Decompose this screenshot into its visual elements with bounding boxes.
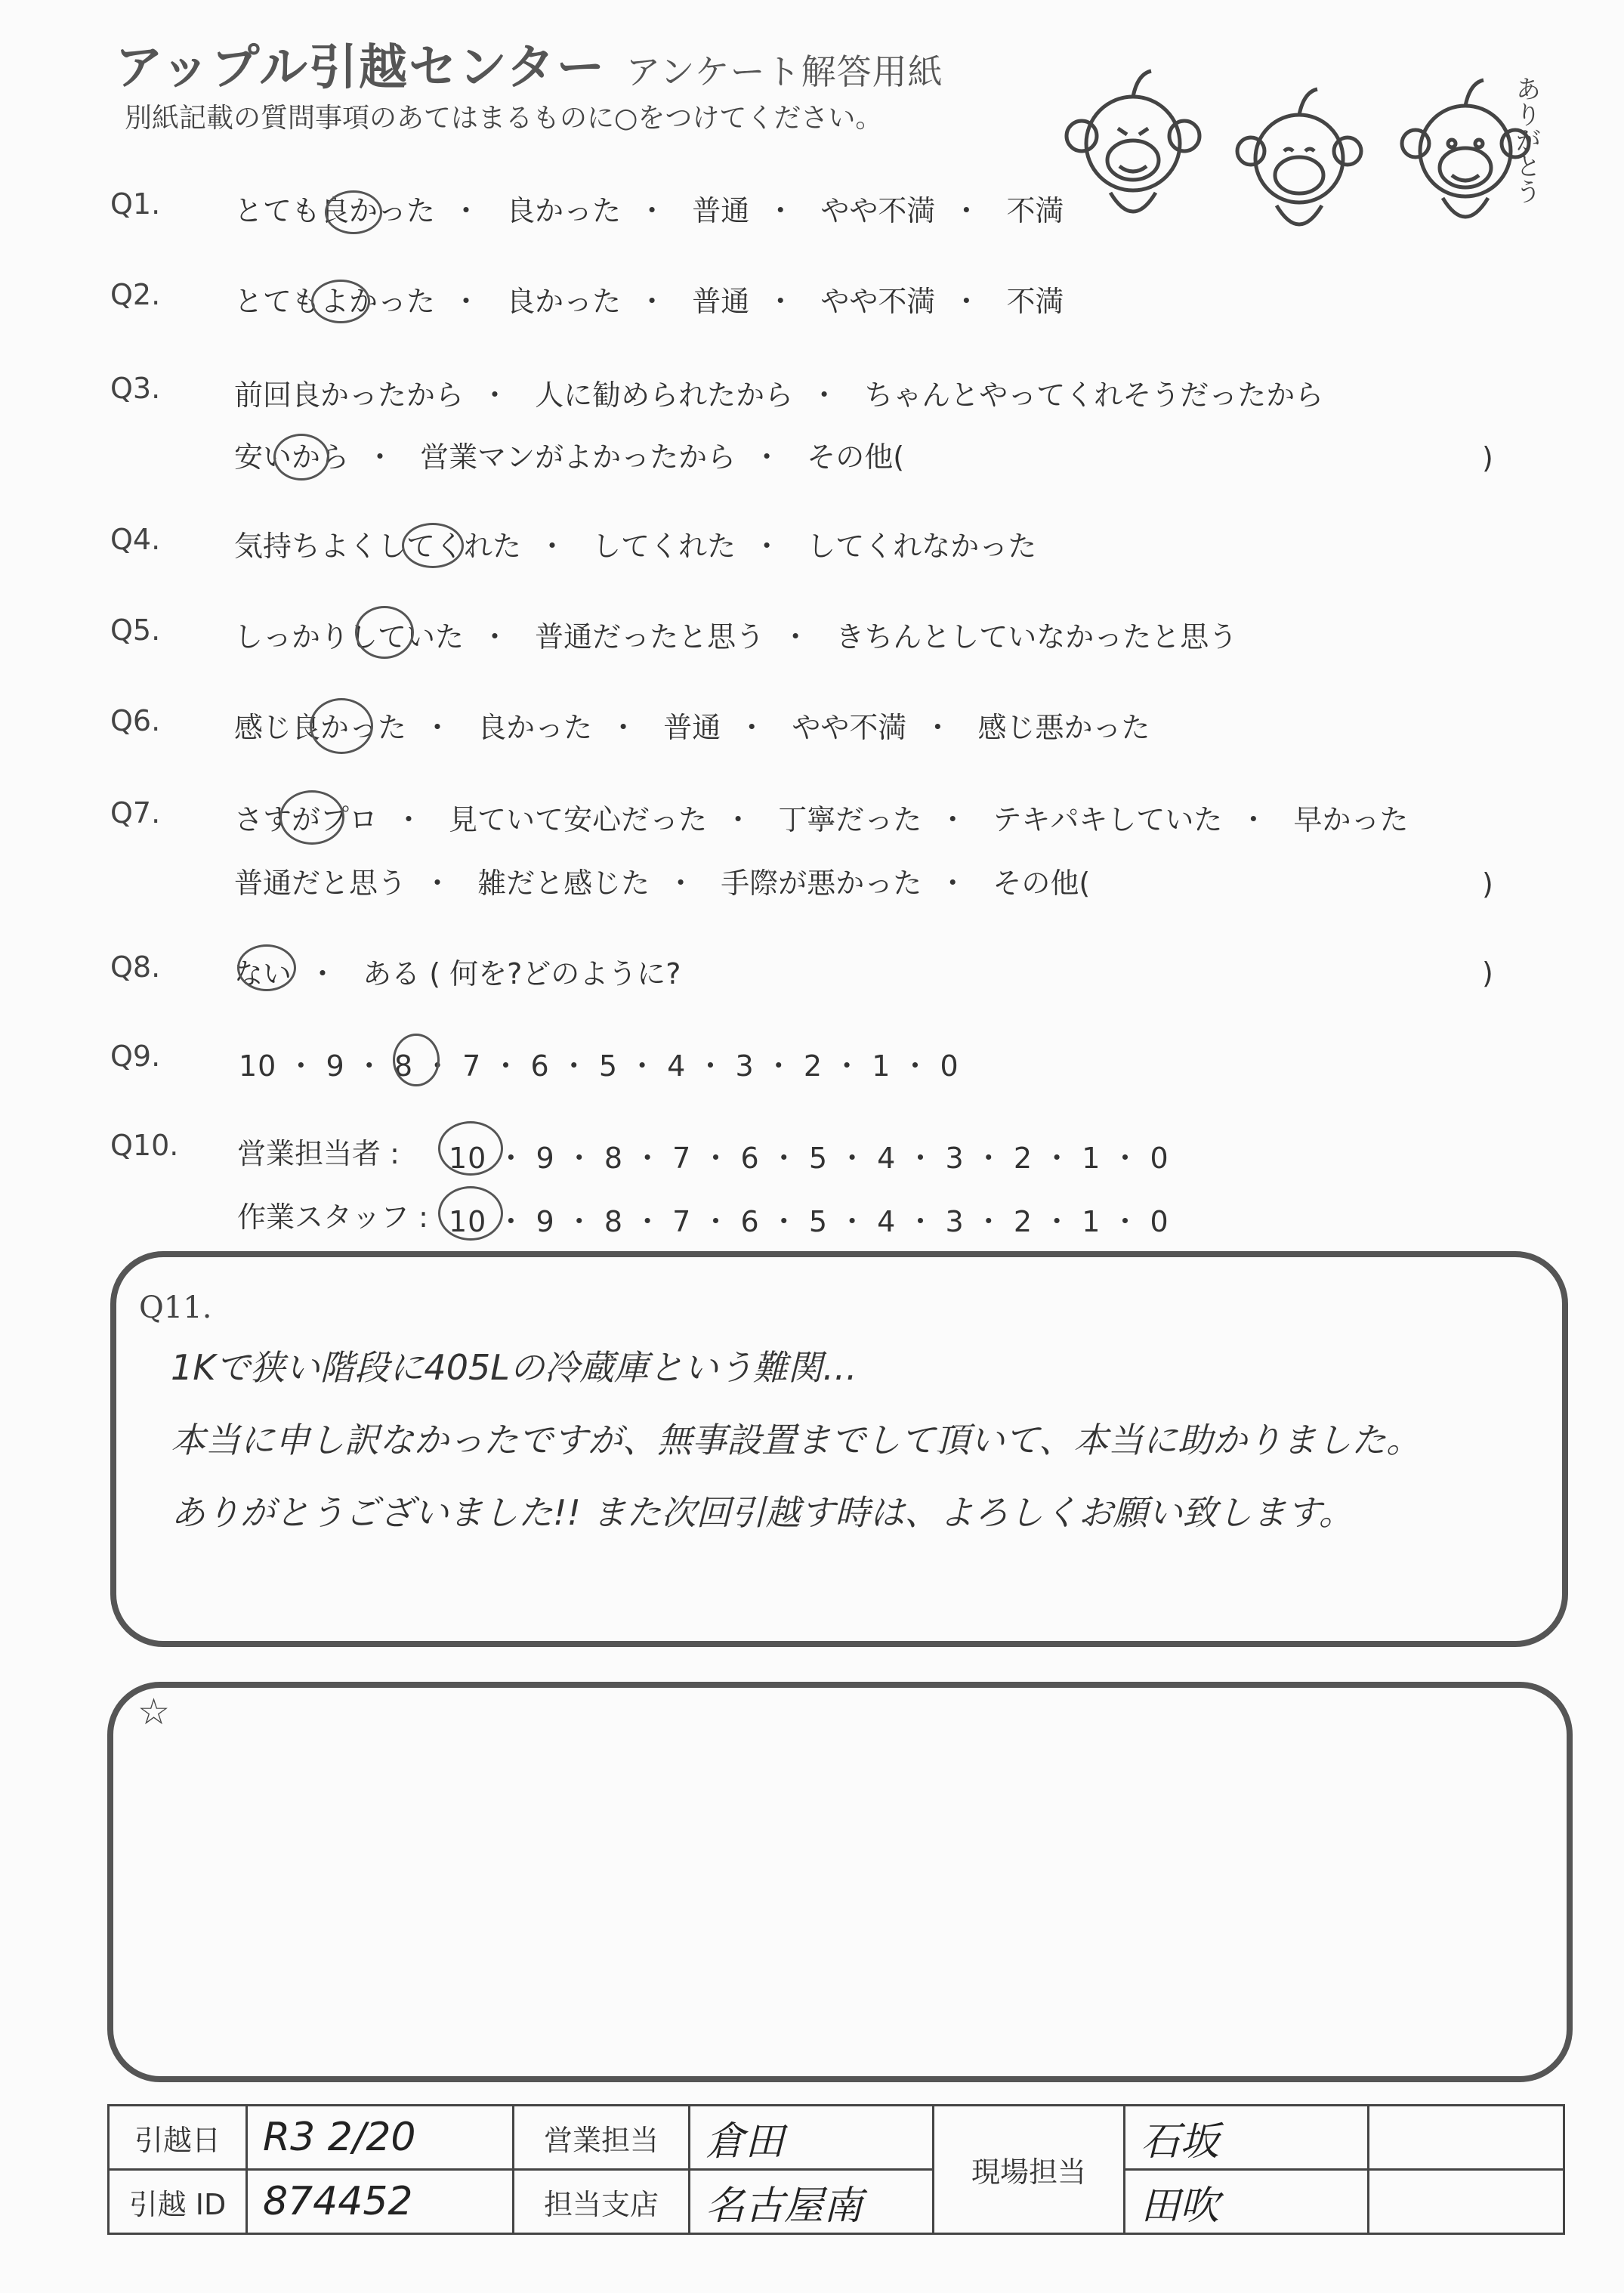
q5-label: Q5. xyxy=(110,613,161,647)
q1-option-5[interactable]: 不満 xyxy=(1006,194,1064,227)
move-id-label: 引越 ID xyxy=(109,2170,247,2234)
q6-option-5[interactable]: 感じ悪かった xyxy=(977,711,1150,744)
q6-option-3[interactable]: 普通 xyxy=(663,711,721,744)
q4-answer-circle xyxy=(402,523,464,568)
q7-option-5[interactable]: 早かった xyxy=(1293,803,1409,836)
site-staff-label: 現場担当 xyxy=(934,2106,1125,2234)
q2-answer-circle xyxy=(311,280,370,323)
q6-label: Q6. xyxy=(110,704,161,737)
q4-option-2[interactable]: してくれた xyxy=(592,530,736,563)
q4-option-3[interactable]: してくれなかった xyxy=(807,530,1037,563)
q9-answer-circle xyxy=(393,1034,440,1086)
q2-option-4[interactable]: やや不満 xyxy=(820,285,936,318)
q5-options: しっかりしていた ・ 普通だったと思う ・ きちんとしていなかったと思う xyxy=(234,620,1238,654)
q10-staff-answer-circle xyxy=(438,1186,503,1241)
q1-option-1[interactable]: とても良かった xyxy=(234,194,436,227)
q7-option-4[interactable]: テキパキしていた xyxy=(993,803,1223,836)
sales-rep-value: 倉田 xyxy=(690,2106,934,2170)
footer-info-table xyxy=(107,2104,1565,2235)
q5-option-2[interactable]: 普通だったと思う xyxy=(535,620,765,654)
star-comment-box[interactable] xyxy=(107,1682,1573,2082)
q3-option-4[interactable]: 安いから xyxy=(234,440,350,474)
q7-options-line1: さすがプロ ・ 見ていて安心だった ・ 丁寧だった ・ テキパキしていた ・ 早かった xyxy=(234,803,1409,836)
site-staff-extra-1 xyxy=(1369,2106,1564,2170)
q6-options: 感じ良かった ・ 良かった ・ 普通 ・ やや不満 ・ 感じ悪かった xyxy=(234,711,1150,744)
form-title xyxy=(115,29,943,98)
sales-rep-label: 営業担当 xyxy=(514,2106,690,2170)
q7-option-6[interactable]: 普通だと思う xyxy=(234,867,407,900)
q6-option-4[interactable]: やや不満 xyxy=(792,711,907,744)
q8-option-2[interactable]: ある ( 何を?どのように? xyxy=(363,957,681,990)
q7-option-7[interactable]: 雑だと感じた xyxy=(477,867,650,900)
q1-option-4[interactable]: やや不満 xyxy=(820,194,936,227)
q1-option-3[interactable]: 普通 xyxy=(692,194,750,227)
q3-option-3[interactable]: ちゃんとやってくれそうだったから xyxy=(864,379,1324,412)
q3-label: Q3. xyxy=(110,372,161,405)
q7-option-1[interactable]: さすがプロ xyxy=(234,803,378,836)
q8-answer-circle xyxy=(237,944,296,991)
q3-option-5[interactable]: 営業マンがよかったから xyxy=(420,440,736,474)
q3-paren-close: ) xyxy=(1482,441,1493,474)
q7-answer-circle xyxy=(279,790,344,845)
q11-comment-line-1: 1Kで狭い階段に405Lの冷蔵庫という難関… xyxy=(171,1347,857,1388)
q3-options-line2: 安いから ・ 営業マンがよかったから ・ その他( xyxy=(234,440,905,474)
q2-options: とてもよかった ・ 良かった ・ 普通 ・ やや不満 ・ 不満 xyxy=(234,285,1064,318)
q3-answer-circle xyxy=(273,434,329,481)
q3-option-1[interactable]: 前回良かったから xyxy=(234,379,465,412)
q6-answer-circle xyxy=(310,698,373,754)
q10-sales-name: 営業担当者 : xyxy=(237,1137,400,1170)
q8-label: Q8. xyxy=(110,950,161,984)
q5-option-1[interactable]: しっかりしていた xyxy=(234,620,465,654)
q9-scale[interactable]: 10 ・ 9 ・ 8 ・ 7 ・ 6 ・ 5 ・ 4 ・ 3 ・ 2 ・ 1 ・ 0 xyxy=(239,1049,959,1083)
q7-option-2[interactable]: 見ていて安心だった xyxy=(449,803,708,836)
q1-answer-circle xyxy=(325,190,382,234)
mascot-caption: ありがとう xyxy=(1511,76,1541,204)
q3-option-2[interactable]: 人に勧められたから xyxy=(535,379,794,412)
q7-options-line2: 普通だと思う ・ 雑だと感じた ・ 手際が悪かった ・ その他( xyxy=(234,867,1091,900)
q1-option-2[interactable]: 良かった xyxy=(506,194,622,227)
instruction-text: 別紙記載の質問事項のあてはまるものに○をつけてください。 xyxy=(125,103,883,134)
q10-staff-name: 作業スタッフ : xyxy=(237,1201,428,1234)
q4-options: 気持ちよくしてくれた ・ してくれた ・ してくれなかった xyxy=(234,530,1037,563)
q11-label: Q11. xyxy=(139,1290,212,1325)
site-staff-extra-2 xyxy=(1369,2170,1564,2234)
q10-label: Q10. xyxy=(110,1129,179,1162)
q9-label: Q9. xyxy=(110,1040,161,1073)
q1-options: とても良かった ・ 良かった ・ 普通 ・ やや不満 ・ 不満 xyxy=(234,194,1064,227)
branch-value: 名古屋南 xyxy=(690,2170,934,2234)
star-label: ☆ xyxy=(137,1691,171,1733)
q11-comment-line-3: ありがとうございました!! また次回引越す時は、よろしくお願い致します。 xyxy=(171,1492,1354,1533)
q8-paren-close: ) xyxy=(1482,956,1493,990)
form-subtitle: アンケート解答用紙 xyxy=(625,51,943,92)
q2-option-3[interactable]: 普通 xyxy=(692,285,750,318)
q2-option-1[interactable]: とてもよかった xyxy=(234,285,436,318)
company-name: アップル引越センター xyxy=(115,40,607,96)
branch-label: 担当支店 xyxy=(514,2170,690,2234)
q2-option-5[interactable]: 不満 xyxy=(1006,285,1064,318)
q5-option-3[interactable]: きちんとしていなかったと思う xyxy=(835,620,1238,654)
mascot-illustration xyxy=(1035,30,1564,249)
q2-option-2[interactable]: 良かった xyxy=(506,285,622,318)
q6-option-1[interactable]: 感じ良かった xyxy=(234,711,407,744)
q10-sales-answer-circle xyxy=(438,1121,503,1176)
site-staff-value-2: 田吹 xyxy=(1125,2170,1369,2234)
q4-label: Q4. xyxy=(110,523,161,556)
move-date-value: R3 2/20 xyxy=(247,2106,514,2170)
move-date-label: 引越日 xyxy=(109,2106,247,2170)
q10-sales-scale[interactable]: 10 ・ 9 ・ 8 ・ 7 ・ 6 ・ 5 ・ 4 ・ 3 ・ 2 ・ 1 ・ 0 xyxy=(449,1142,1169,1175)
q7-option-other[interactable]: その他( xyxy=(993,867,1091,900)
q4-option-1[interactable]: 気持ちよくしてくれた xyxy=(234,530,522,563)
q1-label: Q1. xyxy=(110,187,161,221)
q6-option-2[interactable]: 良かった xyxy=(477,711,593,744)
q8-option-1[interactable]: ない xyxy=(234,957,292,990)
q11-comment-line-2: 本当に申し訳なかったですが、無事設置までして頂いて、本当に助かりました。 xyxy=(171,1420,1422,1460)
q7-option-3[interactable]: 丁寧だった xyxy=(778,803,922,836)
q8-options: ない ・ ある ( 何を?どのように? xyxy=(234,957,681,990)
q7-option-8[interactable]: 手際が悪かった xyxy=(721,867,922,900)
q2-label: Q2. xyxy=(110,278,161,311)
q5-answer-circle xyxy=(355,606,414,659)
q3-option-other[interactable]: その他( xyxy=(807,440,905,474)
q10-staff-scale[interactable]: 10 ・ 9 ・ 8 ・ 7 ・ 6 ・ 5 ・ 4 ・ 3 ・ 2 ・ 1 ・ 0 xyxy=(449,1205,1169,1238)
q7-paren-close: ) xyxy=(1482,867,1493,901)
q7-label: Q7. xyxy=(110,796,161,830)
site-staff-value-1: 石坂 xyxy=(1125,2106,1369,2170)
move-id-value: 874452 xyxy=(247,2170,514,2234)
q3-options-line1: 前回良かったから ・ 人に勧められたから ・ ちゃんとやってくれそうだったから xyxy=(234,379,1324,412)
